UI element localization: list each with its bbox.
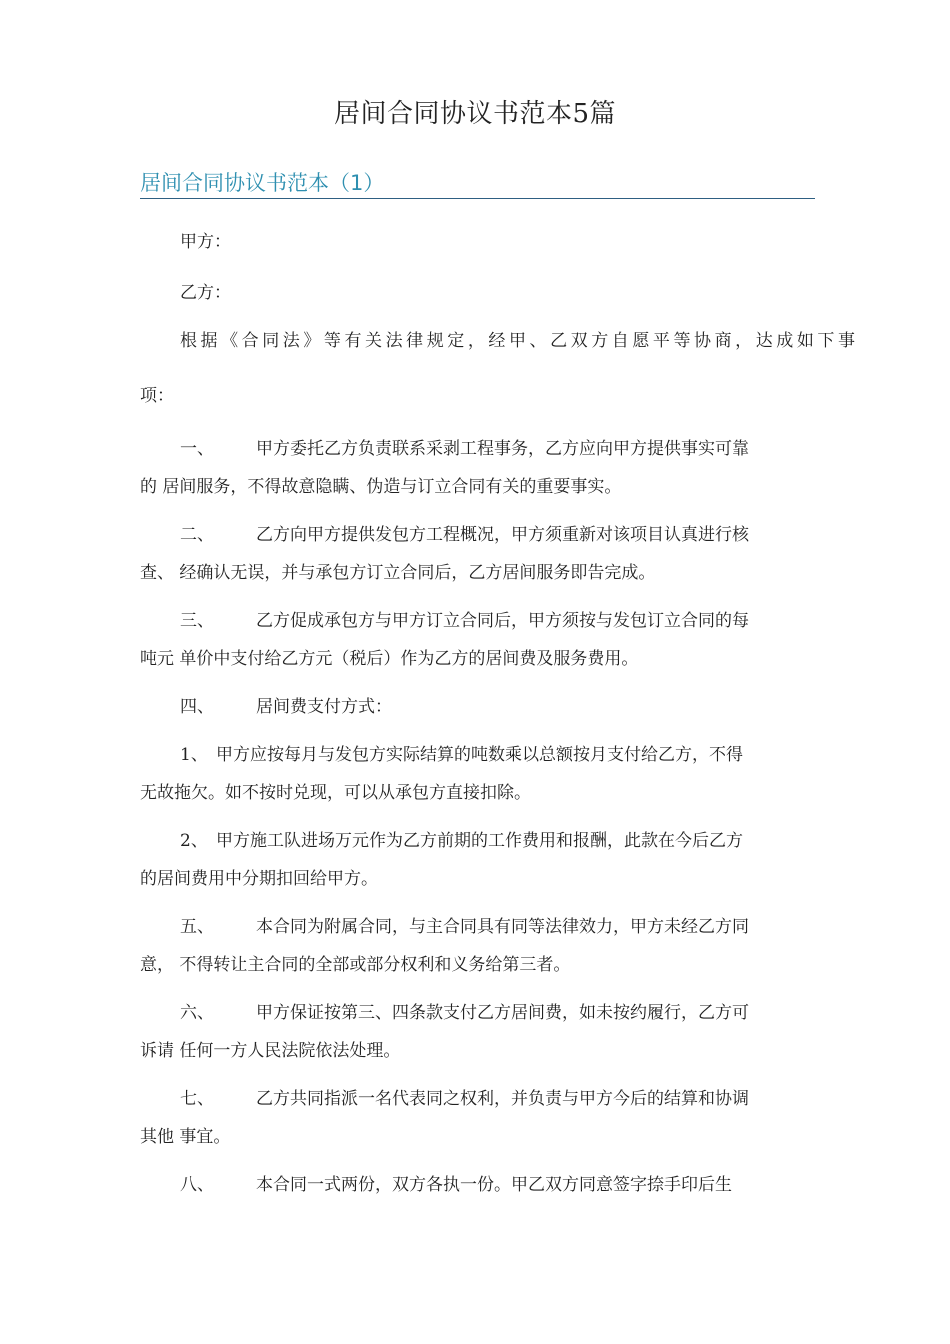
document-title: 居间合同协议书范本5篇 — [333, 99, 617, 129]
clause-text: 乙方向甲方提供发包方工程概况，甲方须重新对该项目认真进行核 — [256, 525, 749, 545]
section-heading: 居间合同协议书范本（1） — [140, 168, 815, 199]
clause-number: 四、 — [180, 697, 214, 717]
clause-text: 乙方共同指派一名代表同之权利，并负责与甲方今后的结算和协调 — [256, 1089, 749, 1109]
intro-line-1: 根据《合同法》等有关法律规定，经甲、乙双方自愿平等协商，达成如下事 — [180, 331, 855, 351]
clause-text: 乙方促成承包方与甲方订立合同后，甲方须按与发包订立合同的每 — [256, 611, 749, 631]
clause-text: 甲方保证按第三、四条款支付乙方居间费，如未按约履行，乙方可 — [256, 1003, 749, 1023]
subclause-2-line-2: 的居间费用中分期扣回给甲方。 — [140, 869, 378, 889]
clause-text: 甲方施工队进场万元作为乙方前期的工作费用和报酬，此款在今后乙方 — [216, 831, 743, 851]
clause-number: 二、 — [180, 525, 214, 545]
party-b-line: 乙方： — [180, 283, 231, 303]
clause-1-line-1 — [140, 437, 855, 461]
clause-7-line-2: 其他 事宜。 — [140, 1127, 231, 1147]
clause-3-line-2: 吨元 单价中支付给乙方元（税后）作为乙方的居间费及服务费用。 — [140, 649, 639, 669]
clause-number: 2、 — [180, 831, 208, 851]
subclause-1-line-1 — [140, 743, 855, 767]
clause-2-line-1 — [140, 523, 855, 547]
clause-text: 本合同一式两份，双方各执一份。甲乙双方同意签字捺手印后生 — [256, 1175, 732, 1195]
clause-text: 居间费支付方式： — [256, 697, 392, 717]
clause-text: 本合同为附属合同，与主合同具有同等法律效力，甲方未经乙方同 — [256, 917, 749, 937]
clause-text: 甲方应按每月与发包方实际结算的吨数乘以总额按月支付给乙方，不得 — [216, 745, 743, 765]
intro-line-2: 项： — [140, 386, 174, 406]
subclause-2-line-1 — [140, 829, 855, 853]
clause-4-line-1 — [140, 695, 855, 719]
clause-number: 六、 — [180, 1003, 214, 1023]
clause-number: 三、 — [180, 611, 214, 631]
clause-5-line-1 — [140, 915, 855, 939]
clause-5-line-2: 意， 不得转让主合同的全部或部分权利和义务给第三者。 — [140, 955, 571, 975]
subclause-1-line-2: 无故拖欠。如不按时兑现，可以从承包方直接扣除。 — [140, 783, 531, 803]
clause-7-line-1 — [140, 1087, 855, 1111]
clause-number: 七、 — [180, 1089, 214, 1109]
clause-6-line-1 — [140, 1001, 855, 1025]
clause-6-line-2: 诉请 任何一方人民法院依法处理。 — [140, 1041, 401, 1061]
clause-number: 一、 — [180, 439, 214, 459]
clause-1-line-2: 的 居间服务，不得故意隐瞒、伪造与订立合同有关的重要事实。 — [140, 477, 622, 497]
clause-number: 八、 — [180, 1175, 214, 1195]
clause-number: 1、 — [180, 745, 208, 765]
clause-text: 甲方委托乙方负责联系采剥工程事务，乙方应向甲方提供事实可靠 — [256, 439, 749, 459]
clause-8-line-1 — [140, 1173, 855, 1197]
party-a-line: 甲方： — [180, 232, 231, 252]
clause-3-line-1 — [140, 609, 855, 633]
clause-number: 五、 — [180, 917, 214, 937]
clause-2-line-2: 查、 经确认无误，并与承包方订立合同后，乙方居间服务即告完成。 — [140, 563, 656, 583]
